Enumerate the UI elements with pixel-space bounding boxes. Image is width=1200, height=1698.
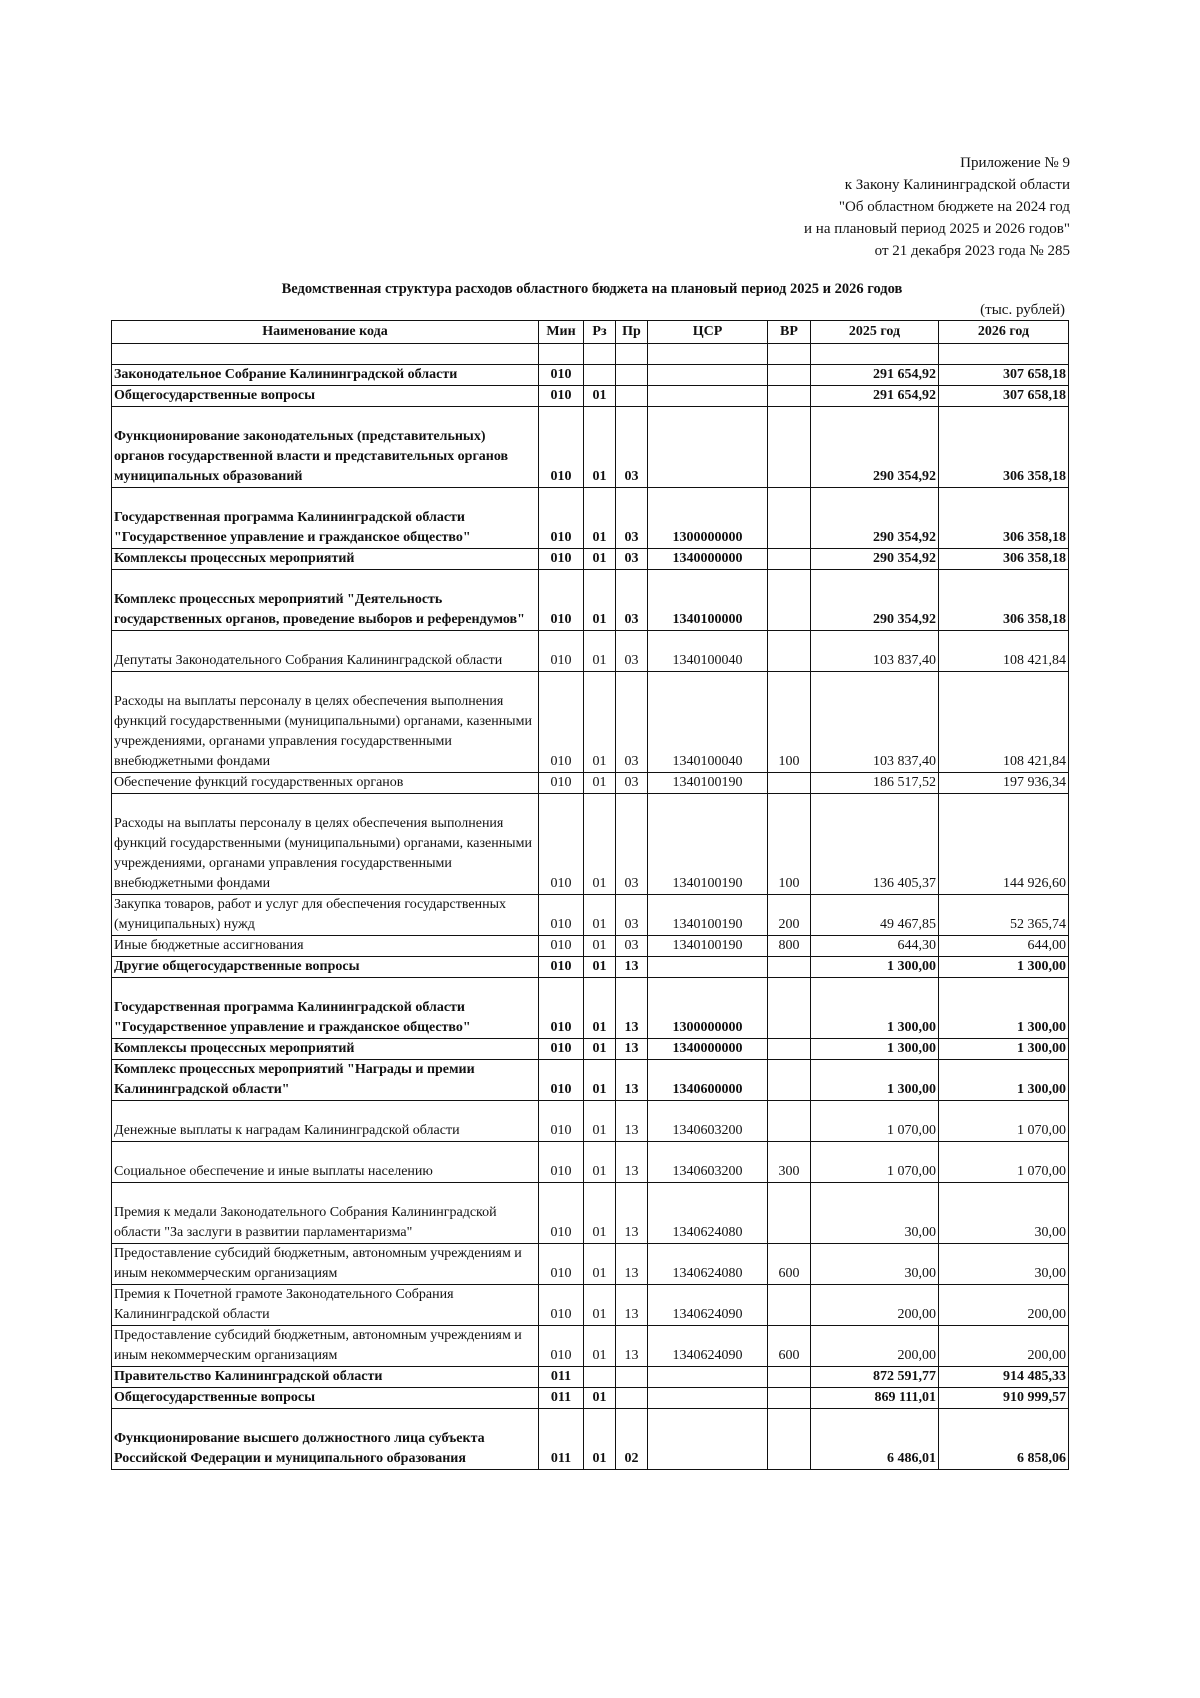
cell-2026: 200,00	[939, 1285, 1069, 1326]
table-row	[112, 1388, 1069, 1409]
cell-name: Законодательное Собрание Калининградской области	[112, 365, 539, 386]
document-title: Ведомственная структура расходов областного бюджета на плановый период 2025 и 2026 годов	[281, 281, 903, 297]
table-row	[112, 407, 1069, 488]
cell-name: Денежные выплаты к наградам Калининградской области	[112, 1101, 539, 1142]
cell-2025: 644,30	[811, 936, 939, 957]
table-row	[112, 1367, 1069, 1388]
cell-2025: 200,00	[811, 1326, 939, 1367]
cell-min: 011	[539, 1409, 584, 1470]
cell-rz: 01	[584, 1409, 616, 1470]
cell-min: 010	[539, 1285, 584, 1326]
cell-pr: 03	[616, 895, 648, 936]
cell-rz: 01	[584, 570, 616, 631]
cell-name: Премия к Почетной грамоте Законодательного Собрания Калининградской области	[112, 1285, 539, 1326]
cell-rz: 01	[584, 488, 616, 549]
cell-csr	[648, 1388, 768, 1409]
cell-vr	[768, 1367, 811, 1388]
cell-min: 010	[539, 407, 584, 488]
table-row	[112, 936, 1069, 957]
table-row	[112, 794, 1069, 895]
cell-name: Комплексы процессных мероприятий	[112, 549, 539, 570]
cell-rz: 01	[584, 1285, 616, 1326]
cell-min: 010	[539, 794, 584, 895]
cell-csr: 1340624080	[648, 1244, 768, 1285]
cell-vr: 200	[768, 895, 811, 936]
cell-2026: 306 358,18	[939, 407, 1069, 488]
cell-pr: 13	[616, 1285, 648, 1326]
column-header: Наименование кода	[112, 321, 539, 344]
cell-min: 010	[539, 957, 584, 978]
cell-pr: 13	[616, 957, 648, 978]
cell-name: Государственная программа Калининградской области "Государственное управление и гражданское общество"	[112, 978, 539, 1039]
table-row	[112, 1326, 1069, 1367]
cell-name: Расходы на выплаты персоналу в целях обеспечения выполнения функций государственными (муниципальными) органами, казенными учреждениями, органами управления государственными внебюджетными фондами	[112, 672, 539, 773]
table-row	[112, 631, 1069, 672]
cell-min: 010	[539, 672, 584, 773]
cell-pr: 03	[616, 794, 648, 895]
cell-vr	[768, 631, 811, 672]
cell-pr: 03	[616, 631, 648, 672]
cell-2026: 144 926,60	[939, 794, 1069, 895]
cell-min: 010	[539, 978, 584, 1039]
cell-pr: 03	[616, 570, 648, 631]
cell-2026: 108 421,84	[939, 631, 1069, 672]
cell-min: 010	[539, 1142, 584, 1183]
cell-2026: 6 858,06	[939, 1409, 1069, 1470]
cell-name: Расходы на выплаты персоналу в целях обеспечения выполнения функций государственными (муниципальными) органами, казенными учреждениями, органами управления государственными внебюджетными фондами	[112, 794, 539, 895]
cell-2026: 52 365,74	[939, 895, 1069, 936]
cell-name: Функционирование законодательных (представительных) органов государственной власти и представительных органов муниципальных образований	[112, 407, 539, 488]
cell-rz: 01	[584, 794, 616, 895]
cell-csr: 1340000000	[648, 549, 768, 570]
cell-pr: 02	[616, 1409, 648, 1470]
table-row	[112, 1285, 1069, 1326]
cell-vr: 300	[768, 1142, 811, 1183]
cell-csr: 1340603200	[648, 1101, 768, 1142]
cell-min: 010	[539, 1244, 584, 1285]
cell-vr: 600	[768, 1244, 811, 1285]
appendix-line: к Закону Калининградской области	[844, 177, 1070, 193]
cell-name: Закупка товаров, работ и услуг для обеспечения государственных (муниципальных) нужд	[112, 895, 539, 936]
cell-min: 010	[539, 365, 584, 386]
cell-min: 010	[539, 570, 584, 631]
column-header: ВР	[768, 321, 811, 344]
cell-2025: 1 300,00	[811, 957, 939, 978]
cell-min: 010	[539, 1326, 584, 1367]
cell-csr	[648, 386, 768, 407]
cell-2026: 910 999,57	[939, 1388, 1069, 1409]
cell-pr: 13	[616, 978, 648, 1039]
cell-rz: 01	[584, 957, 616, 978]
table-row	[112, 1142, 1069, 1183]
cell-vr	[768, 957, 811, 978]
cell-vr: 600	[768, 1326, 811, 1367]
cell-pr	[616, 1388, 648, 1409]
cell-pr: 03	[616, 549, 648, 570]
cell-2025: 103 837,40	[811, 672, 939, 773]
cell-2025: 1 300,00	[811, 978, 939, 1039]
cell-csr	[648, 407, 768, 488]
cell-2025: 290 354,92	[811, 488, 939, 549]
cell-min: 010	[539, 1183, 584, 1244]
cell-csr: 1340100190	[648, 794, 768, 895]
cell-2025: 200,00	[811, 1285, 939, 1326]
cell-2026: 644,00	[939, 936, 1069, 957]
cell-2026: 914 485,33	[939, 1367, 1069, 1388]
cell-rz: 01	[584, 936, 616, 957]
cell-name: Правительство Калининградской области	[112, 1367, 539, 1388]
cell-2026: 307 658,18	[939, 386, 1069, 407]
cell-vr	[768, 1060, 811, 1101]
cell-vr	[768, 1388, 811, 1409]
cell-csr	[648, 957, 768, 978]
cell-2026: 30,00	[939, 1244, 1069, 1285]
cell-2025: 103 837,40	[811, 631, 939, 672]
cell-2026: 1 070,00	[939, 1142, 1069, 1183]
cell-min: 010	[539, 936, 584, 957]
table-header-row	[112, 321, 1069, 344]
cell-name: Депутаты Законодательного Собрания Калининградской области	[112, 631, 539, 672]
table-row	[112, 1039, 1069, 1060]
cell-pr: 03	[616, 407, 648, 488]
table-row	[112, 895, 1069, 936]
cell-csr: 1340100190	[648, 936, 768, 957]
table-row	[112, 570, 1069, 631]
cell-vr: 800	[768, 936, 811, 957]
budget-table	[111, 320, 1069, 1470]
cell-pr: 13	[616, 1060, 648, 1101]
cell-min: 010	[539, 488, 584, 549]
cell-name: Премия к медали Законодательного Собрания Калининградской области "За заслуги в развитии парламентаризма"	[112, 1183, 539, 1244]
table-row	[112, 1060, 1069, 1101]
cell-csr: 1340100190	[648, 773, 768, 794]
cell-rz: 01	[584, 1101, 616, 1142]
cell-name: Комплекс процессных мероприятий "Деятельность государственных органов, проведение выборов и референдумов"	[112, 570, 539, 631]
table-row	[112, 1244, 1069, 1285]
cell-csr: 1340624080	[648, 1183, 768, 1244]
cell-vr	[768, 570, 811, 631]
cell-vr	[768, 1285, 811, 1326]
cell-pr	[616, 1367, 648, 1388]
column-header: Рз	[584, 321, 616, 344]
cell-rz: 01	[584, 386, 616, 407]
cell-rz: 01	[584, 895, 616, 936]
cell-rz: 01	[584, 1388, 616, 1409]
table-row	[112, 773, 1069, 794]
cell-name: Общегосударственные вопросы	[112, 386, 539, 407]
cell-rz: 01	[584, 978, 616, 1039]
cell-rz: 01	[584, 773, 616, 794]
cell-csr: 1340000000	[648, 1039, 768, 1060]
cell-2026: 306 358,18	[939, 549, 1069, 570]
cell-2025: 30,00	[811, 1244, 939, 1285]
cell-pr: 03	[616, 672, 648, 773]
cell-vr	[768, 1183, 811, 1244]
cell-pr: 13	[616, 1183, 648, 1244]
cell-vr	[768, 1039, 811, 1060]
cell-2025: 49 467,85	[811, 895, 939, 936]
cell-rz: 01	[584, 631, 616, 672]
cell-2026: 1 070,00	[939, 1101, 1069, 1142]
cell-name: Комплексы процессных мероприятий	[112, 1039, 539, 1060]
cell-rz: 01	[584, 1060, 616, 1101]
appendix-line: "Об областном бюджете на 2024 год	[838, 199, 1070, 215]
cell-csr: 1300000000	[648, 978, 768, 1039]
cell-min: 011	[539, 1388, 584, 1409]
cell-2025: 1 070,00	[811, 1142, 939, 1183]
cell-vr	[768, 386, 811, 407]
cell-rz: 01	[584, 549, 616, 570]
cell-csr: 1340624090	[648, 1285, 768, 1326]
cell-rz: 01	[584, 407, 616, 488]
cell-pr: 13	[616, 1142, 648, 1183]
cell-rz: 01	[584, 1244, 616, 1285]
cell-pr: 13	[616, 1244, 648, 1285]
cell-csr: 1340624090	[648, 1326, 768, 1367]
cell-pr: 03	[616, 936, 648, 957]
column-header: 2025 год	[811, 321, 939, 344]
cell-min: 010	[539, 895, 584, 936]
cell-2025: 6 486,01	[811, 1409, 939, 1470]
table-row	[112, 957, 1069, 978]
cell-rz	[584, 365, 616, 386]
cell-rz: 01	[584, 672, 616, 773]
cell-vr	[768, 1409, 811, 1470]
cell-min: 010	[539, 1101, 584, 1142]
column-header: Пр	[616, 321, 648, 344]
cell-name: Предоставление субсидий бюджетным, автономным учреждениям и иным некоммерческим организациям	[112, 1244, 539, 1285]
cell-vr	[768, 978, 811, 1039]
cell-pr: 03	[616, 773, 648, 794]
cell-min: 010	[539, 549, 584, 570]
table-row	[112, 1183, 1069, 1244]
cell-vr: 100	[768, 672, 811, 773]
cell-min: 010	[539, 773, 584, 794]
cell-2025: 290 354,92	[811, 407, 939, 488]
table-row	[112, 365, 1069, 386]
cell-csr: 1340603200	[648, 1142, 768, 1183]
cell-2025: 1 070,00	[811, 1101, 939, 1142]
cell-2025: 136 405,37	[811, 794, 939, 895]
cell-name: Государственная программа Калининградской области "Государственное управление и гражданское общество"	[112, 488, 539, 549]
cell-rz: 01	[584, 1183, 616, 1244]
cell-rz	[584, 1367, 616, 1388]
cell-2026: 306 358,18	[939, 488, 1069, 549]
table-row	[112, 672, 1069, 773]
cell-2026: 1 300,00	[939, 1060, 1069, 1101]
cell-vr	[768, 407, 811, 488]
cell-rz: 01	[584, 1326, 616, 1367]
cell-2025: 1 300,00	[811, 1039, 939, 1060]
cell-2025: 872 591,77	[811, 1367, 939, 1388]
cell-csr	[648, 1367, 768, 1388]
column-header: 2026 год	[939, 321, 1069, 344]
cell-pr: 13	[616, 1039, 648, 1060]
cell-vr: 100	[768, 794, 811, 895]
cell-2026: 200,00	[939, 1326, 1069, 1367]
cell-csr: 1340600000	[648, 1060, 768, 1101]
cell-vr	[768, 549, 811, 570]
cell-2025: 290 354,92	[811, 570, 939, 631]
cell-2026: 307 658,18	[939, 365, 1069, 386]
cell-csr	[648, 1409, 768, 1470]
cell-min: 010	[539, 631, 584, 672]
cell-2026: 197 936,34	[939, 773, 1069, 794]
cell-name: Обеспечение функций государственных органов	[112, 773, 539, 794]
cell-2026: 1 300,00	[939, 957, 1069, 978]
cell-rz: 01	[584, 1142, 616, 1183]
cell-2026: 108 421,84	[939, 672, 1069, 773]
cell-2026: 306 358,18	[939, 570, 1069, 631]
cell-2025: 186 517,52	[811, 773, 939, 794]
cell-min: 010	[539, 386, 584, 407]
cell-2025: 1 300,00	[811, 1060, 939, 1101]
cell-name: Иные бюджетные ассигнования	[112, 936, 539, 957]
cell-name: Другие общегосударственные вопросы	[112, 957, 539, 978]
cell-vr	[768, 773, 811, 794]
cell-name: Социальное обеспечение и иные выплаты населению	[112, 1142, 539, 1183]
column-header: Мин	[539, 321, 584, 344]
cell-min: 010	[539, 1039, 584, 1060]
cell-vr	[768, 488, 811, 549]
cell-2026: 1 300,00	[939, 978, 1069, 1039]
cell-csr: 1300000000	[648, 488, 768, 549]
cell-csr: 1340100040	[648, 631, 768, 672]
cell-rz: 01	[584, 1039, 616, 1060]
cell-2025: 291 654,92	[811, 365, 939, 386]
cell-pr: 13	[616, 1326, 648, 1367]
appendix-line: от 21 декабря 2023 года № 285	[874, 243, 1070, 259]
cell-2025: 869 111,01	[811, 1388, 939, 1409]
appendix-line: и на плановый период 2025 и 2026 годов"	[804, 221, 1070, 237]
cell-csr: 1340100000	[648, 570, 768, 631]
cell-name: Предоставление субсидий бюджетным, автономным учреждениям и иным некоммерческим организациям	[112, 1326, 539, 1367]
appendix-line: Приложение № 9	[960, 155, 1070, 171]
units-label: (тыс. рублей)	[980, 302, 1065, 318]
cell-2025: 30,00	[811, 1183, 939, 1244]
table-row	[112, 549, 1069, 570]
table-row	[112, 1101, 1069, 1142]
cell-pr: 03	[616, 488, 648, 549]
spacer-row	[112, 344, 1069, 365]
table-row	[112, 1409, 1069, 1470]
appendix-header	[630, 152, 1070, 262]
cell-2025: 291 654,92	[811, 386, 939, 407]
cell-2026: 30,00	[939, 1183, 1069, 1244]
cell-vr	[768, 1101, 811, 1142]
cell-csr	[648, 365, 768, 386]
table-body	[112, 344, 1069, 1470]
cell-2025: 290 354,92	[811, 549, 939, 570]
cell-name: Функционирование высшего должностного лица субъекта Российской Федерации и муниципального образования	[112, 1409, 539, 1470]
column-header: ЦСР	[648, 321, 768, 344]
table-row	[112, 488, 1069, 549]
cell-vr	[768, 365, 811, 386]
cell-csr: 1340100040	[648, 672, 768, 773]
cell-csr: 1340100190	[648, 895, 768, 936]
table-row	[112, 386, 1069, 407]
cell-pr	[616, 365, 648, 386]
cell-min: 011	[539, 1367, 584, 1388]
cell-2026: 1 300,00	[939, 1039, 1069, 1060]
cell-name: Общегосударственные вопросы	[112, 1388, 539, 1409]
table-row	[112, 978, 1069, 1039]
cell-pr	[616, 386, 648, 407]
cell-name: Комплекс процессных мероприятий "Награды и премии Калининградской области"	[112, 1060, 539, 1101]
cell-pr: 13	[616, 1101, 648, 1142]
cell-min: 010	[539, 1060, 584, 1101]
